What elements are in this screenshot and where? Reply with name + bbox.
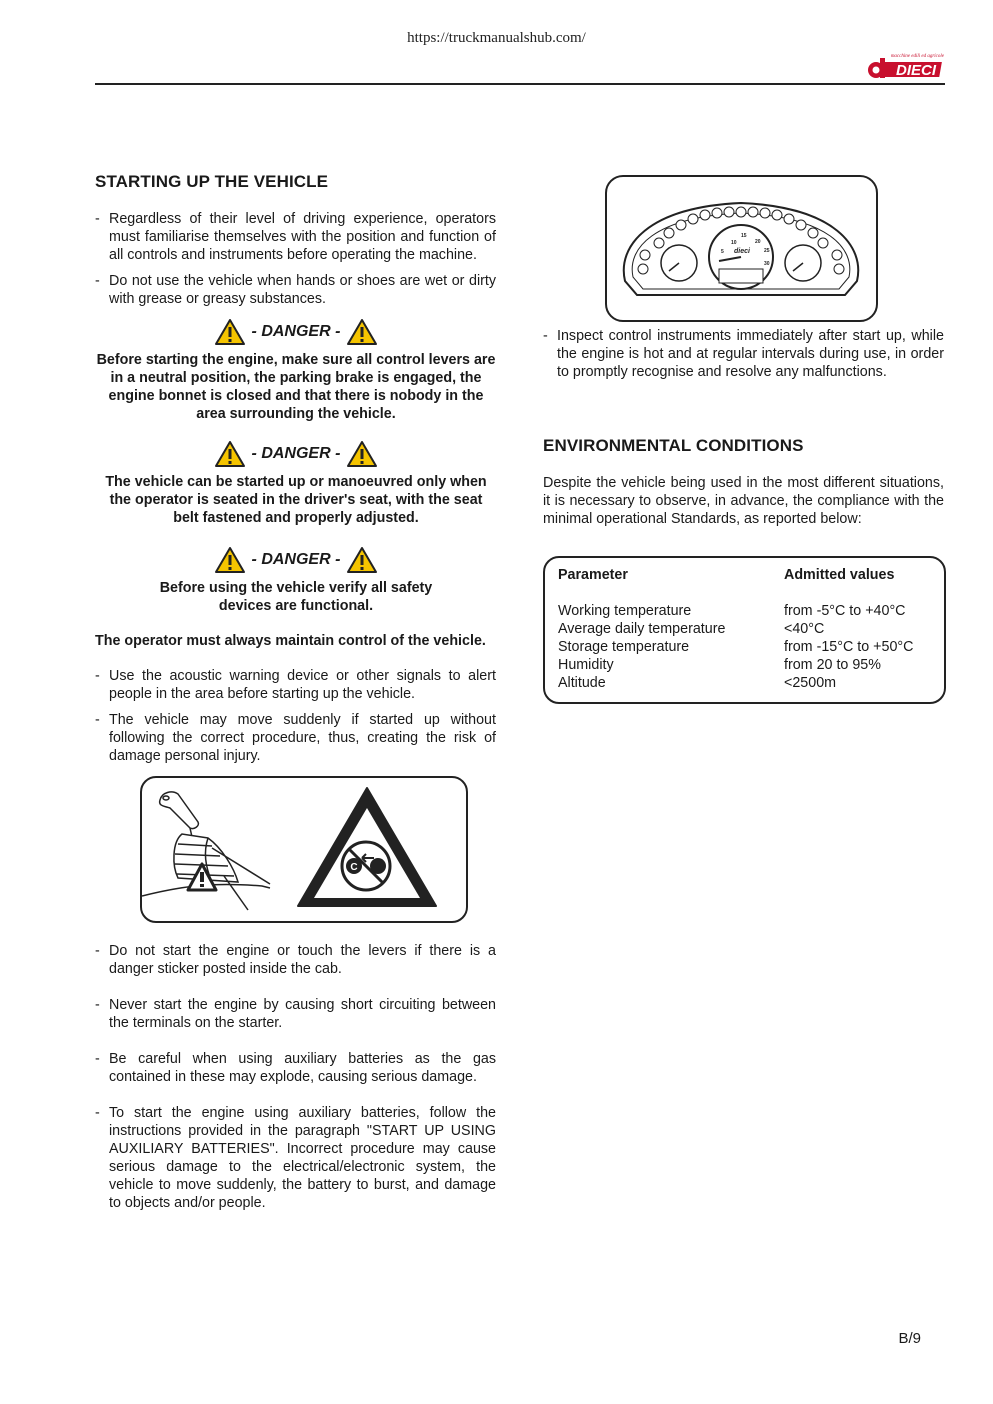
- instrument-panel-illustration: [605, 175, 878, 322]
- svg-text:25: 25: [764, 248, 770, 254]
- logo-text: DIECI: [895, 62, 937, 79]
- warning-icon: [214, 546, 246, 574]
- list-item: - Inspect control instruments immediately after start up, while the engine is hot and at regular intervals during use, in order to promptly recognise and resolve any malfunctions.: [543, 328, 944, 380]
- danger-text: Before starting the engine, make sure all control levers are in a neutral position, the parking brake is engaged, the engine bonnet is closed and that there is nobody in the area surrounding the vehicle.: [96, 352, 496, 422]
- warning-icon: [346, 546, 378, 574]
- table-cell: from 20 to 95%: [784, 657, 881, 673]
- list-item: - To start the engine using auxiliary batteries, follow the instructions provided in the paragraph "START UP USING AUXILIARY BATTERIES". Incorrect procedure may cause serious damage to the electrical/electronic system, the vehicle to move suddenly, the battery to burst, and damage to objects and/or people.: [95, 1105, 496, 1211]
- table-row: [558, 620, 938, 638]
- warning-icon: [214, 440, 246, 468]
- list-item: - Do not start the engine or touch the levers if there is a danger sticker posted inside the cab.: [95, 943, 496, 977]
- table-header: [558, 566, 938, 584]
- list-item: - The vehicle may move suddenly if started up without following the correct procedure, thus, creating the risk of damage personal injury.: [95, 712, 496, 764]
- table-cell: Working temperature: [558, 603, 692, 619]
- danger-heading: - DANGER -: [95, 318, 497, 346]
- danger-text: The vehicle can be started up or manoeuvred only when the operator is seated in the driver's seat, with the seat belt fastened and properly adjusted.: [105, 474, 487, 526]
- column-header: Parameter: [558, 567, 628, 583]
- table-cell: <40°C: [784, 621, 825, 637]
- table-cell: from -5°C to +40°C: [784, 603, 906, 619]
- warning-icon: [346, 318, 378, 346]
- dieci-logo: [864, 50, 946, 80]
- lever-warning-illustration: [140, 776, 468, 923]
- svg-text:30: 30: [764, 261, 770, 267]
- warning-icon: [214, 318, 246, 346]
- section-title-starting: STARTING UP THE VEHICLE: [95, 172, 329, 191]
- table-cell: Humidity: [558, 657, 614, 673]
- list-item: - Regardless of their level of driving experience, operators must familiarise themselves with the position and function of all controls and instruments before operating the machine.: [95, 211, 496, 263]
- control-note: The operator must always maintain control of the vehicle.: [95, 633, 486, 649]
- list-item: - Use the acoustic warning device or other signals to alert people in the area before starting up the vehicle.: [95, 668, 496, 702]
- table-cell: Storage temperature: [558, 639, 690, 655]
- svg-text:dieci: dieci: [734, 248, 750, 255]
- environment-table: [543, 556, 946, 704]
- svg-text:10: 10: [731, 240, 737, 246]
- svg-text:C: C: [350, 862, 358, 873]
- table-row: [558, 674, 938, 692]
- warning-icon: [346, 440, 378, 468]
- page-number: B/9: [898, 1330, 921, 1347]
- table-row: [558, 656, 938, 674]
- list-item: - Do not use the vehicle when hands or shoes are wet or dirty with grease or greasy substances.: [95, 273, 496, 307]
- list-item: - Be careful when using auxiliary batteries as the gas contained in these may explode, causing serious damage.: [95, 1051, 496, 1085]
- svg-text:5: 5: [721, 249, 724, 255]
- logo-tagline: macchine edili ed agricole: [890, 54, 944, 59]
- source-url: https://truckmanualshub.com/: [407, 30, 586, 46]
- env-intro: Despite the vehicle being used in the most different situations, it is necessary to observe, in advance, the compliance with the minimal operational Standards, as reported below:: [543, 475, 944, 527]
- table-row: [558, 638, 938, 656]
- table-cell: Altitude: [558, 675, 606, 691]
- table-cell: <2500m: [784, 675, 837, 691]
- svg-text:20: 20: [755, 239, 761, 245]
- svg-text:15: 15: [741, 233, 747, 239]
- header-rule: [95, 83, 945, 85]
- table-row: [558, 602, 938, 620]
- list-item: - Never start the engine by causing short circuiting between the terminals on the starter.: [95, 997, 496, 1031]
- danger-heading: - DANGER -: [95, 546, 497, 574]
- table-cell: from -15°C to +50°C: [784, 639, 914, 655]
- danger-heading: - DANGER -: [95, 440, 497, 468]
- danger-text: Before using the vehicle verify all safety devices are functional.: [159, 580, 433, 614]
- column-header: Admitted values: [784, 567, 895, 583]
- section-title-environment: ENVIRONMENTAL CONDITIONS: [543, 436, 804, 455]
- table-cell: Average daily temperature: [558, 621, 726, 637]
